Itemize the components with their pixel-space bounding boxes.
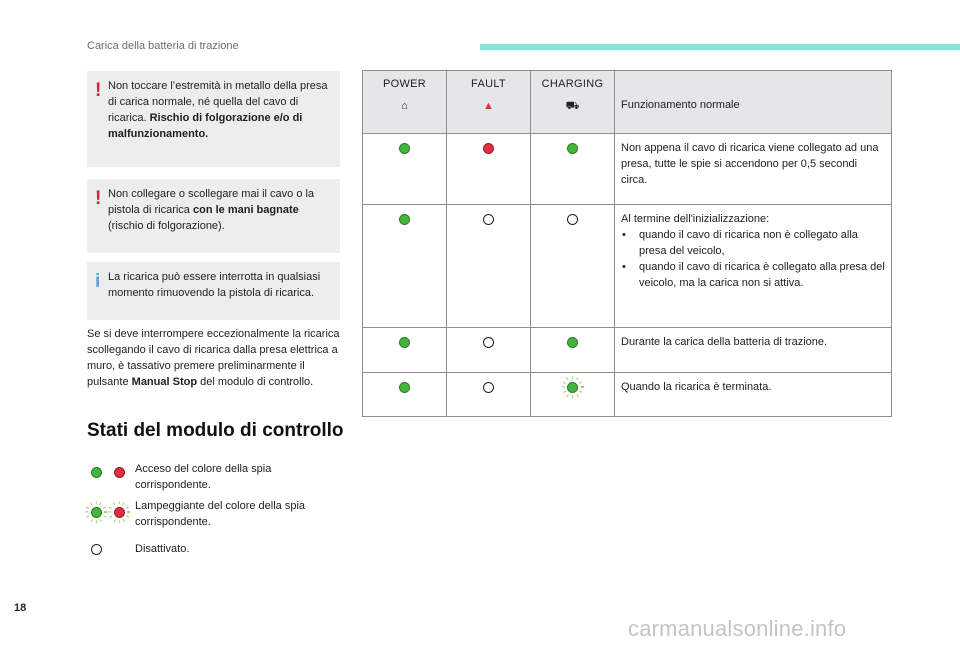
- led-off-icon: [483, 382, 494, 393]
- section-title: Stati del modulo di controllo: [87, 420, 344, 441]
- watermark-text: carmanualsonline.info: [628, 616, 847, 641]
- state-description-cell: [615, 134, 892, 205]
- table-row: [363, 328, 892, 373]
- page-number: 18: [14, 602, 27, 614]
- blink-ray: [109, 515, 112, 518]
- blink-ray: [90, 502, 93, 505]
- charging-state-cell: [531, 373, 615, 417]
- led-red-icon: [114, 467, 125, 478]
- power-state-cell: [363, 134, 447, 205]
- paragraph-text: Se si deve interrompere eccezionalmente la ricarica scollegando il cavo di ricarica dalla presa elettrica a muro, è tassativo premere preliminarmente il pulsante: [87, 328, 340, 388]
- fault-state-cell: [447, 205, 531, 328]
- led-green-icon: [399, 382, 410, 393]
- note-bold-text: Rischio di folgorazione e/o di malfunzionamento.: [108, 112, 303, 140]
- fault-state-cell: [447, 134, 531, 205]
- blink-ray: [95, 520, 96, 523]
- led-green-icon: [567, 337, 578, 348]
- blink-ray: [99, 502, 102, 505]
- blink-ray: [95, 501, 96, 504]
- legend-text: Acceso del colore della spia corrispondente.: [135, 463, 272, 491]
- blink-ray: [113, 502, 116, 505]
- column-header-label: POWER: [382, 78, 427, 90]
- blink-ray: [572, 395, 573, 398]
- blink-ray: [579, 381, 582, 384]
- led-red-icon: [483, 143, 494, 154]
- blink-ray: [566, 377, 569, 380]
- blink-ray: [113, 519, 116, 522]
- normal-operation-label: Funzionamento normale: [621, 99, 740, 111]
- state-bullet-list: [621, 227, 885, 291]
- warning-note-wet-hands: [87, 179, 340, 253]
- blink-ray: [563, 381, 566, 384]
- module-states-table: [362, 70, 892, 417]
- note-text: (rischio di folgorazione).: [108, 220, 225, 232]
- state-description: Durante la carica della batteria di trazione.: [621, 336, 828, 348]
- paragraph-text: del modulo di controllo.: [197, 376, 314, 388]
- header-accent-bar: [480, 44, 960, 50]
- blink-ray: [99, 519, 102, 522]
- blink-ray: [576, 377, 579, 380]
- led-off-icon: [91, 544, 102, 555]
- page-header-title: Carica della batteria di trazione: [87, 40, 239, 52]
- blink-ray: [86, 515, 89, 518]
- blink-ray: [104, 511, 107, 512]
- power-state-cell: [363, 205, 447, 328]
- state-description-cell: [615, 328, 892, 373]
- state-description: Non appena il cavo di ricarica viene collegato ad una presa, tutte le spie si accendono per 0,5 secondi circa.: [621, 142, 879, 186]
- note-bold-text: con le mani bagnate: [192, 204, 299, 216]
- charging-state-cell: [531, 134, 615, 205]
- exclamation-icon: !: [95, 188, 102, 209]
- blink-ray: [127, 511, 130, 512]
- table-row: [363, 373, 892, 417]
- house-icon: ⌂: [401, 100, 408, 112]
- legend-text: Lampeggiante del colore della spia corrispondente.: [135, 500, 306, 528]
- blink-ray: [86, 506, 89, 509]
- charging-state-cell: [531, 328, 615, 373]
- fault-state-cell: [447, 373, 531, 417]
- state-description-cell: [615, 373, 892, 417]
- column-header-label: FAULT: [471, 78, 506, 90]
- blink-ray: [122, 502, 125, 505]
- warning-note-metal-contact: [87, 71, 340, 167]
- led-green-icon: [399, 337, 410, 348]
- charging-state-cell: [531, 205, 615, 328]
- blink-ray: [122, 519, 125, 522]
- info-note-interrupt: [87, 262, 340, 320]
- blink-ray: [566, 394, 569, 397]
- blink-ray: [126, 506, 129, 509]
- blink-ray: [85, 511, 88, 512]
- state-description: [615, 205, 891, 297]
- led-off-icon: [483, 214, 494, 225]
- exclamation-icon: !: [95, 80, 102, 101]
- blink-ray: [581, 386, 584, 387]
- led-off-icon: [567, 214, 578, 225]
- column-header-description: [615, 71, 892, 134]
- led-green-icon: [399, 214, 410, 225]
- led-red-icon: [114, 507, 125, 518]
- manual-stop-paragraph: [87, 326, 342, 390]
- state-description: Quando la ricarica è terminata.: [621, 381, 772, 393]
- warning-triangle-icon: ▲: [483, 100, 494, 112]
- led-green-icon: [399, 143, 410, 154]
- table-row: [363, 134, 892, 205]
- manual-stop-label: Manual Stop: [131, 376, 198, 388]
- blink-ray: [579, 390, 582, 393]
- led-off-icon: [483, 337, 494, 348]
- blink-ray: [109, 506, 112, 509]
- blink-ray: [126, 515, 129, 518]
- blink-ray: [562, 386, 565, 387]
- power-state-cell: [363, 328, 447, 373]
- info-icon: i: [95, 271, 101, 292]
- note-text: Non toccare l’estremità in metallo della presa di carica normale, né quella del cavo di ricarica.: [108, 80, 328, 124]
- blink-ray: [118, 520, 119, 523]
- blink-ray: [563, 390, 566, 393]
- column-header-label: CHARGING: [541, 78, 604, 90]
- led-green-icon: [91, 507, 102, 518]
- blink-ray: [90, 519, 93, 522]
- column-header-fault: [447, 71, 531, 134]
- blink-ray: [118, 501, 119, 504]
- note-text: La ricarica può essere interrotta in qualsiasi momento rimuovendo la pistola di ricarica.: [108, 271, 321, 299]
- blink-ray: [576, 394, 579, 397]
- led-green-icon: [567, 143, 578, 154]
- led-green-icon: [91, 467, 102, 478]
- car-icon: ⛟: [565, 100, 580, 112]
- blink-ray: [108, 511, 111, 512]
- fault-state-cell: [447, 328, 531, 373]
- blink-ray: [572, 376, 573, 379]
- state-description-intro: Al termine dell'inizializzazione:: [621, 213, 770, 225]
- table-header-row: [363, 71, 892, 134]
- power-state-cell: [363, 373, 447, 417]
- legend-text: Disattivato.: [135, 543, 190, 555]
- list-item: • quando il cavo di ricarica non è collegato alla presa del veicolo,: [621, 227, 885, 259]
- blink-ray: [103, 515, 106, 518]
- list-item: • quando il cavo di ricarica è collegato alla presa del veicolo, ma la carica non si attiva.: [621, 259, 885, 291]
- led-green-icon: [567, 382, 578, 393]
- column-header-charging: [531, 71, 615, 134]
- blink-ray: [103, 506, 106, 509]
- column-header-power: [363, 71, 447, 134]
- note-text: Non collegare o scollegare mai il cavo o la pistola di ricarica: [108, 188, 315, 216]
- state-description-cell: [615, 205, 892, 328]
- table-row: [363, 205, 892, 328]
